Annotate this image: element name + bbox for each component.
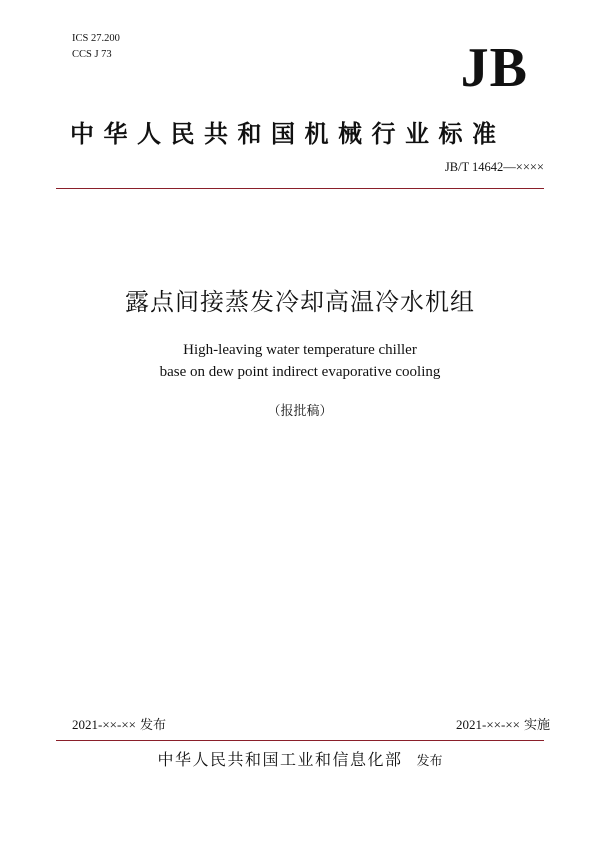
implement-date: 2021-××-×× [456, 717, 520, 732]
document-title-chinese: 露点间接蒸发冷却高温冷水机组 [125, 288, 475, 316]
standard-number: JB/T 14642—×××× [444, 160, 544, 174]
issuer-name: 中华人民共和国工业和信息化部 [157, 750, 403, 769]
top-divider [56, 188, 544, 189]
document-title-english-line1: High-leaving water temperature chiller [183, 342, 417, 358]
ics-code: ICS 27.200 [72, 33, 120, 44]
document-title-english-line2: base on dew point indirect evaporative cooling [159, 364, 441, 380]
bottom-divider [56, 740, 544, 741]
publish-date-block [72, 716, 166, 735]
classification-codes [72, 31, 120, 63]
publish-label: 发布 [139, 718, 166, 733]
standard-type-title: 中华人民共和国机械行业标准 [70, 120, 506, 148]
draft-status: （报批稿） [267, 404, 333, 419]
issuer-block [0, 748, 600, 774]
publish-date: 2021-××-×× [72, 717, 136, 732]
issuer-action: 发布 [416, 754, 443, 769]
implement-date-block [456, 716, 550, 735]
ccs-code: CCS J 73 [72, 49, 112, 60]
implement-label: 实施 [523, 718, 550, 733]
jb-logo: JB [460, 37, 528, 99]
